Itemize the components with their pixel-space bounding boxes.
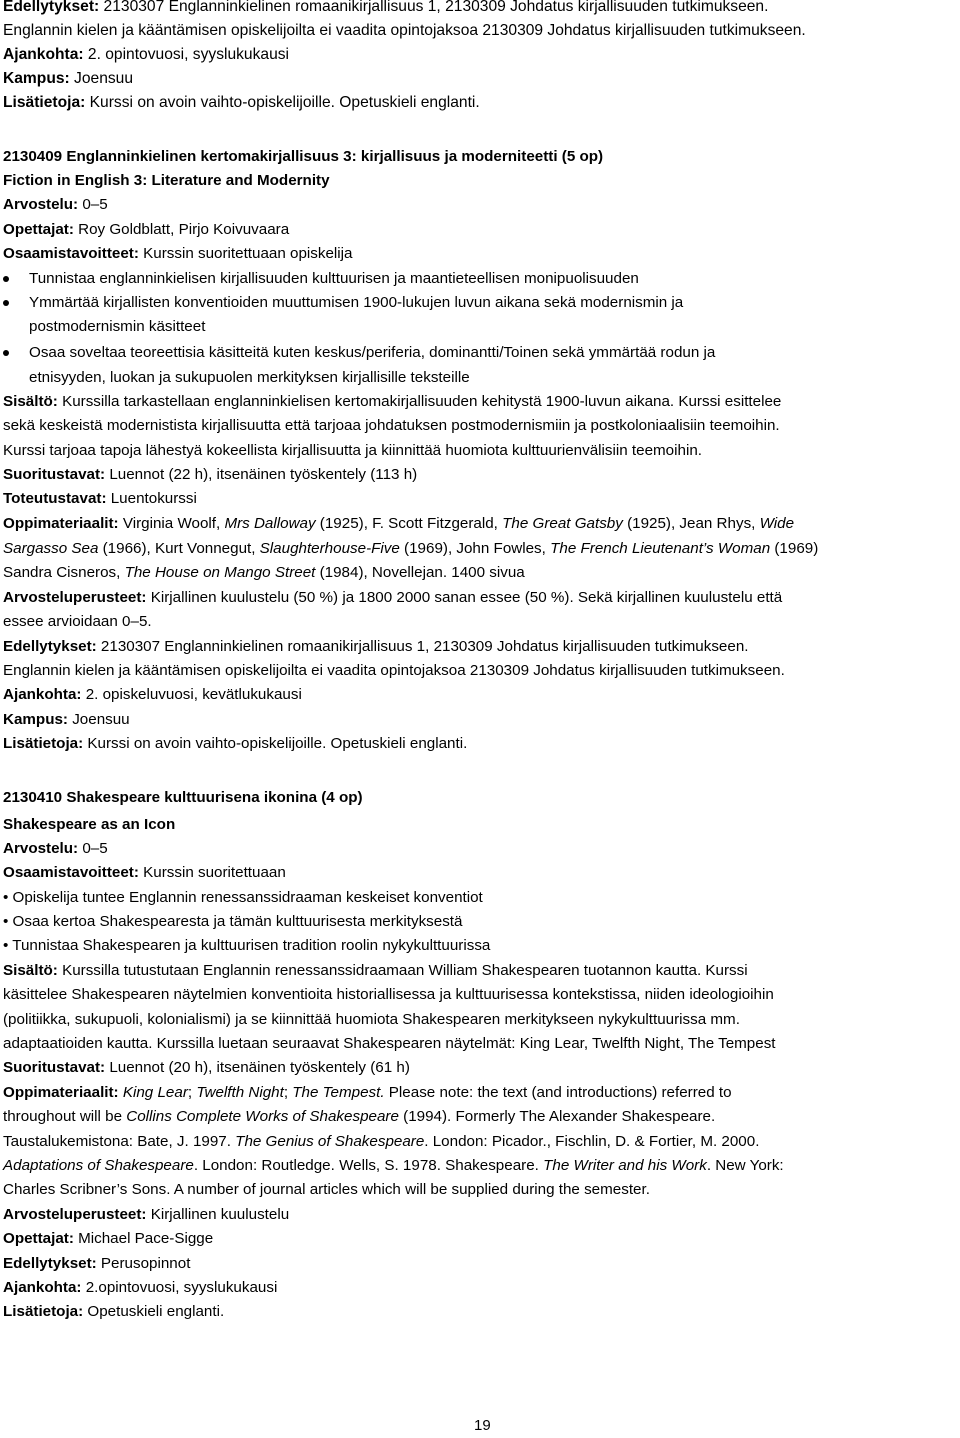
materials-line: Charles Scribner’s Sons. A number of journal articles which will be supplied during the semester. <box>3 1181 650 1198</box>
content-line: Kurssi tarjoaa tapoja lähestyä kokeellista kirjallisuutta ja kiinnittää huomiota kulttuurienvälisiin teemoihin. <box>3 442 702 459</box>
page-number: 19 <box>474 1417 491 1434</box>
course-title: 2130409 Englanninkielinen kertomakirjallisuus 3: kirjallisuus ja moderniteetti (5 op) <box>3 148 604 165</box>
outcome-item: Tunnistaa englanninkielisen kirjallisuuden kulttuurisen ja maantieteellisen monipuolisuuden <box>29 270 639 287</box>
materials-line: Taustalukemistona: Bate, J. 1997. The Genius of Shakespeare. London: Picador., Fischlin, D. & Fortier, M. 2000. <box>3 1133 760 1150</box>
additional-info-line: Lisätietoja: Kurssi on avoin vaihto-opiskelijoille. Opetuskieli englanti. <box>3 94 480 111</box>
content-line: (politiikka, sukupuoli, kolonialismi) ja se kiinnittää huomiota Shakespearen merkitykseen nykykulttuurissa mm. <box>3 1011 740 1028</box>
materials-line: Sandra Cisneros, The House on Mango Street (1984), Novellejan. 1400 sivua <box>3 564 525 581</box>
additional-info-line: Lisätietoja: Opetuskieli englanti. <box>3 1303 225 1320</box>
prerequisites-line: Edellytykset: 2130307 Englanninkielinen romaanikirjallisuus 1, 2130309 Johdatus kirjallisuuden tutkimukseen. <box>3 0 769 15</box>
bullet-icon <box>3 300 9 306</box>
bullet-icon <box>3 350 9 356</box>
additional-info-line: Lisätietoja: Kurssi on avoin vaihto-opiskelijoille. Opetuskieli englanti. <box>3 735 468 752</box>
materials-line: throughout will be Collins Complete Works of Shakespeare (1994). Formerly The Alexander Shakespeare. <box>3 1108 716 1125</box>
outcome-item: • Opiskelija tuntee Englannin renessanssidraaman keskeiset konventiot <box>3 889 483 906</box>
materials-line: Adaptations of Shakespeare. London: Routledge. Wells, S. 1978. Shakespeare. The Writer and his Work. New York: <box>3 1157 784 1174</box>
teachers-line: Opettajat: Roy Goldblatt, Pirjo Koivuvaara <box>3 221 290 238</box>
learning-outcomes-line: Osaamistavoitteet: Kurssin suoritettuaan <box>3 864 286 881</box>
grading-line: Arvostelu: 0–5 <box>3 196 108 213</box>
prerequisites-note: Englannin kielen ja kääntämisen opiskelijoilta ei vaadita opintojaksoa 2130309 Johdatus kirjallisuuden tutkimukseen. <box>3 22 806 39</box>
content-line: Sisältö: Kurssilla tarkastellaan englanninkielisen kertomakirjallisuuden kehitystä 1900-luvun aikana. Kurssi esittelee <box>3 393 782 410</box>
outcome-item: • Osaa kertoa Shakespearesta ja tämän kulttuurisesta merkityksestä <box>3 913 463 930</box>
prerequisites-line: Edellytykset: Perusopinnot <box>3 1255 191 1272</box>
learning-outcomes-line: Osaamistavoitteet: Kurssin suoritettuaan opiskelija <box>3 245 353 262</box>
implementation-line: Toteutustavat: Luentokurssi <box>3 490 197 507</box>
outcome-item: Ymmärtää kirjallisten konventioiden muuttumisen 1900-lukujen luvun aikana sekä modernismin ja <box>29 294 684 311</box>
content-line: adaptaatioiden kautta. Kurssilla luetaan seuraavat Shakespearen näytelmät: King Lear, Twelfth Night, The Tempest <box>3 1035 776 1052</box>
campus-line: Kampus: Joensuu <box>3 711 130 728</box>
materials-line: Oppimateriaalit: King Lear; Twelfth Night; The Tempest. Please note: the text (and introductions) referred to <box>3 1084 732 1101</box>
outcome-item-continued: postmodernismin käsitteet <box>29 318 206 335</box>
materials-line: Sargasso Sea (1966), Kurt Vonnegut, Slaughterhouse-Five (1969), John Fowles, The French Lieutenant’s Woman (1969) <box>3 540 819 557</box>
assessment-criteria-line: essee arvioidaan 0–5. <box>3 613 152 630</box>
study-methods-line: Suoritustavat: Luennot (20 h), itsenäinen työskentely (61 h) <box>3 1059 410 1076</box>
materials-line: Oppimateriaalit: Virginia Woolf, Mrs Dalloway (1925), F. Scott Fitzgerald, The Great Gatsby (1925), Jean Rhys, Wide <box>3 515 795 532</box>
grading-line: Arvostelu: 0–5 <box>3 840 108 857</box>
assessment-criteria-line: Arvosteluperusteet: Kirjallinen kuulustelu (50 %) ja 1800 2000 sanan essee (50 %). Sekä kirjallinen kuulustelu että <box>3 589 783 606</box>
campus-line: Kampus: Joensuu <box>3 70 134 87</box>
teachers-line: Opettajat: Michael Pace-Sigge <box>3 1230 214 1247</box>
prerequisites-line: Edellytykset: 2130307 Englanninkielinen romaanikirjallisuus 1, 2130309 Johdatus kirjallisuuden tutkimukseen. <box>3 638 749 655</box>
prerequisites-note: Englannin kielen ja kääntämisen opiskelijoilta ei vaadita opintojaksoa 2130309 Johdatus kirjallisuuden tutkimukseen. <box>3 662 785 679</box>
timing-line: Ajankohta: 2. opiskeluvuosi, kevätlukukausi <box>3 686 302 703</box>
course-subtitle: Shakespeare as an Icon <box>3 816 176 833</box>
study-methods-line: Suoritustavat: Luennot (22 h), itsenäinen työskentely (113 h) <box>3 466 418 483</box>
bullet-icon <box>3 276 9 282</box>
assessment-criteria-line: Arvosteluperusteet: Kirjallinen kuulustelu <box>3 1206 290 1223</box>
outcome-item-continued: etnisyyden, luokan ja sukupuolen merkityksen kirjallisille teksteille <box>29 369 470 386</box>
timing-line: Ajankohta: 2.opintovuosi, syyslukukausi <box>3 1279 278 1296</box>
content-line: sekä keskeistä modernistista kirjallisuutta että tarjoaa johdatuksen postmodernismiin ja postkoloniaalisiin teemoihin. <box>3 417 780 434</box>
course-subtitle: Fiction in English 3: Literature and Modernity <box>3 172 330 189</box>
timing-line: Ajankohta: 2. opintovuosi, syyslukukausi <box>3 46 289 63</box>
course-title: 2130410 Shakespeare kulttuurisena ikonina (4 op) <box>3 789 363 806</box>
outcome-item: • Tunnistaa Shakespearen ja kulttuurisen tradition roolin nykykulttuurissa <box>3 937 491 954</box>
outcome-item: Osaa soveltaa teoreettisia käsitteitä kuten keskus/periferia, dominantti/Toinen sekä ymmärtää rodun ja <box>29 344 716 361</box>
content-line: Sisältö: Kurssilla tutustutaan Englannin renessanssidraamaan William Shakespearen tuotannon kautta. Kurssi <box>3 962 748 979</box>
content-line: käsittelee Shakespearen näytelmien konventioita historiallisessa ja kulttuurisessa kontekstissa, niiden ideologioihin <box>3 986 774 1003</box>
